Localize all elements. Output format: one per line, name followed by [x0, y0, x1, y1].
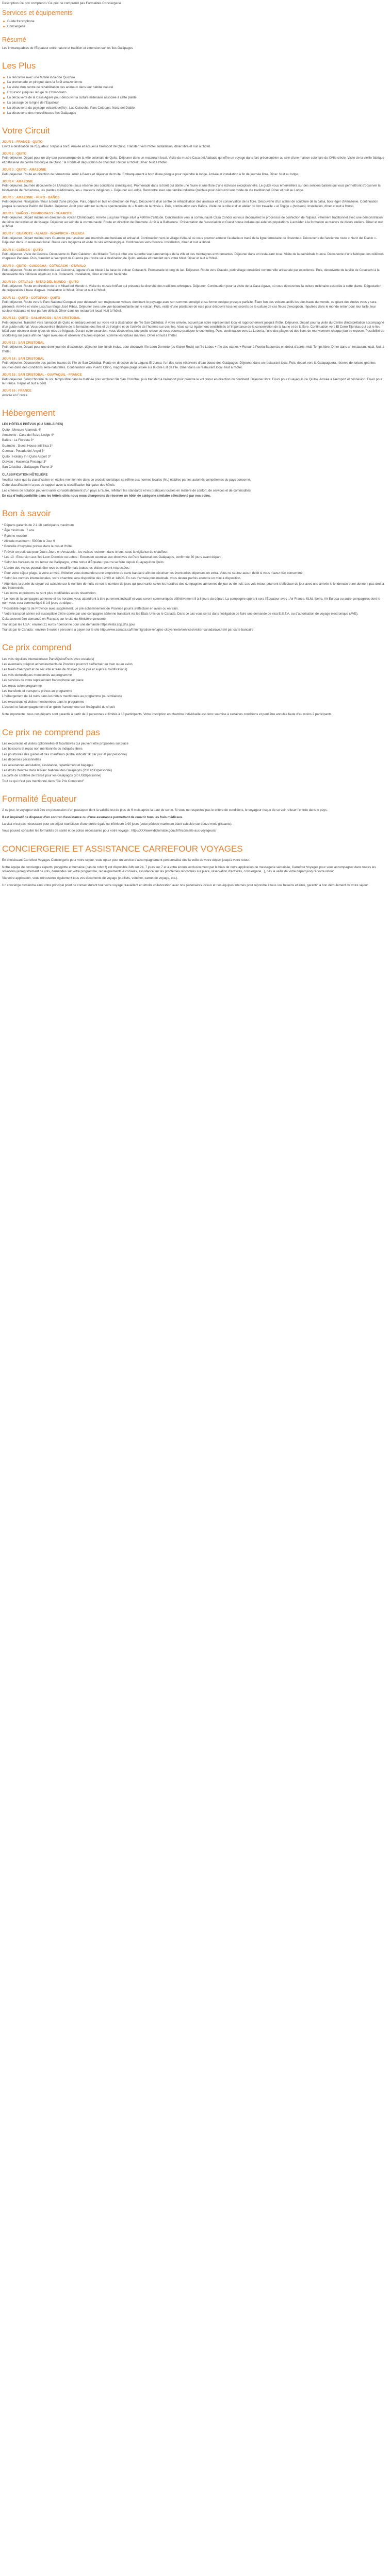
day-text: Petit-déjeuner. Découverte des parties hautes de l'île de San Cristóbal. Route en direction de la Laguna El Junco, l'un des rares réservoirs d'eau douce des Galápagos. Déjeuner dans un restaurant local. Puis, départ vers la Galapaguera, réserve de tortues géantes nourries dans des conditions semi-naturelles. Continuation vers Puerto Chino, magnifique plage située sur la côte Est de l'île. Dîner dans un restaurant local. Nuit à l'hôtel. — [2, 361, 376, 369]
services-list — [2, 20, 385, 29]
day-9 — [2, 264, 385, 277]
hotel-item: Guamote : Guest House Inti Sisa 3* — [2, 444, 53, 448]
day-text: Petit-déjeuner. Départ pour une demi-journée d'excursion, déjeuner box-lunch inclus, pour découvrir l'île Leon Dormido (ou Kicker Rock) ou l'île Lobos + l'île des otaries + Retour à Puerto Baquerizo en début d'après-midi. Temps libre. Dîner dans un restaurant local. Nuit à l'hôtel. — [2, 345, 384, 353]
note-item: * Âge minimum : 7 ans — [2, 529, 35, 533]
day-text: Petit-déjeuner. Transfert vers l'aéroport de Quito et embarquement sur votre vol à destination de l'île San Cristóbal. À votre arrivée, accueil par notre représentant local et rapprochement jusqu'à l'hôtel. Déjeuner. Départ pour la visite du Centre d'interprétation accompagné d'un guide national. Vous découvrirez l'histoire de la formation des îles et de l'origine et de l'arrivée de l'homme sur ces îles. Vous serez également sensibilisés à l'importance de la conservation de la faune et de la flore. Continuation vers El Cerro Tijeretas qui est le lieu idéal pour observer deux types de nids de frégates. Durant cette excursion, vous découvrirez une petite crique où vous pourrez pratiquer le snorkeling. Puis, continuation vers La Lobería, l'une des plages où des lions de mer viennent chaque jour se reposer. Possibilité de snorkeling sur place afin de nager avec eux et observer d'autres espèces, comme les tortues marines. Dîner et nuit à l'hôtel. — [2, 320, 385, 337]
list-item: Les assurances annulation, assistance, rapatriement et bagages — [2, 763, 93, 767]
list-item: Les dépenses personnelles — [2, 758, 41, 762]
day-title: JOUR 7 : GUAMOTE - ALAUSI - INGAPIRCA - CUENCA — [2, 232, 85, 236]
prix-comprend-section — [2, 642, 385, 717]
day-text: Petit-déjeuner. Départ pour un city-tour panoramique de la ville coloniale de Quito. Déjeuner dans un restaurant local. Visite du musée Casa del Alabado qui offre un voyage dans l'art précolombien au sein d'une maison coloniale du XVIIe siècle. Visite de la vieille fabrique et pâtisserie du centre historique de Quito : la Ronda et dégustation de chocolat. Retour à l'hôtel. Dîner. Nuit à l'hôtel. — [2, 156, 384, 164]
day-title: JOUR 14 : SAN CRISTOBAL — [2, 357, 45, 361]
list-item: Conciergerie — [2, 25, 385, 29]
prix-comprend-title: Ce prix comprend — [2, 642, 72, 653]
hotel-list — [2, 428, 385, 470]
day-text: Petit-déjeuner. Navigation retour à bord d'une pirogue. Puis, départ en bus en direction de Puyo. Découverte d'un centre de réhabilitation des animaux et de conservation de la flore. Découverte d'un atelier de sculpture de la balsa, bois léger d'Amazonie. Continuation jusqu'à la cascade Pailón del Diablo. Déjeuner. Arrêt pour admirer la chute spectaculaire du « Manto de la Novia ». Puis, continuation vers Baños. Visite de la ville et d'un atelier où l'on travaille « el Toglge » (boisson). Installation, dîner et nuit à l'hôtel. — [2, 200, 378, 208]
formalites-title: Formalité Équateur — [2, 793, 77, 804]
note-item: * Pour votre séjour plage, à votre arrivée, l'hôtelier vous demandera une empreinte de carte bancaire afin de sécuriser les éventuelles dépenses en extra. Vous ne saurez aucun débit si vous n'avez rien consommé. — [2, 571, 304, 575]
list-item: Les services de votre représentant francophone sur place — [2, 679, 84, 683]
prix-comprend-list — [2, 657, 385, 710]
list-item: Les excursions et visites optionnelles et facultatives qui peuvent être proposées sur place — [2, 742, 128, 746]
list-item: Tout ce qui n'est pas mentionné dans "Ce Prix Comprend" — [2, 779, 84, 783]
note-item: * Votre transport aérien est susceptible d'être opéré par une compagnie aérienne transitant via les États Unis ou le Canada. Dans ce cas vous serez dans l'obligation de faire une demande de visa E.S.T.A. ou d'autorisation de voyage électronique (AVE). — [2, 612, 359, 616]
formalites-section — [2, 794, 385, 834]
day-10 — [2, 280, 385, 293]
note-item: * Rythme modéré — [2, 534, 27, 538]
day-title: JOUR 9 : QUITO - CUICOCHA - COTACACHI - OTAVALO — [2, 264, 86, 268]
services-title: Services et équipements — [2, 9, 73, 16]
classif-text — [2, 478, 385, 498]
list-item: La découverte du paysage volcanique(île) : Lac Cuicocha, Parc Cotopaxi, Nariz del Diablo — [2, 106, 385, 110]
day-title: JOUR 16 : FRANCE — [2, 389, 32, 393]
hotel-item: Baños : La Floresta 3* — [2, 438, 34, 443]
classif-para: Les critères de notation peuvent varier considérablement d'un pays à l'autre, reflétant les standards et les pratiques locales en matière de confort, de services et de commodités. — [2, 488, 252, 493]
day-16 — [2, 389, 385, 398]
list-item: L'accueil et l'accompagnement d'un guide francophone sur l'intégralité du circuit — [2, 705, 115, 709]
circuit-title: Votre Circuit — [2, 125, 50, 135]
list-item: Les éventuels pré/post acheminements de Province pourront s'effectuer en train ou en avion — [2, 663, 133, 667]
list-item: Les excursions et visites mentionnées dans le programme — [2, 700, 85, 704]
note-item: * Altitude maximum : 5000m le Jour 9 — [2, 539, 55, 543]
day-14 — [2, 357, 385, 370]
circuit-section — [2, 126, 385, 398]
conciergerie-section — [2, 844, 385, 888]
hotel-item: Quito : Holiday Inn Quito Airport 3* — [2, 454, 51, 459]
note-item: * Les 13 : Excursion aux îles Leon Dormido ou Lobos : Excursion soumise aux directives du Parc National des Galápagos, confirmée 30 jours avant départ. — [2, 555, 222, 559]
day-15 — [2, 373, 385, 386]
day-text: Petit-déjeuner. Route en direction de l'Amazonie. Arrêt à Baeza et déjeuner de truite. Embarquement à bord d'une pirogue pour rejoindre le lodge. Arrivée et installation à fin de journée libre. Dîner. Nuit au lodge. — [2, 172, 299, 176]
day-title: JOUR 11 : QUITO - COTOPAXI - QUITO — [2, 296, 60, 300]
page — [0, 0, 387, 888]
resume-section — [2, 36, 385, 50]
list-item: Les vols domestiques mentionnés au programme — [2, 673, 72, 677]
note-item: * L'ordre des visites pourrait être revu ou modifié mais toutes les visites seront respectées. — [2, 566, 130, 570]
day-3 — [2, 168, 385, 177]
day-text: Envol à destination de l'Équateur. Repas à bord. Arrivée et accueil à l'aéroport de Quito. Transfert vers l'hôtel. Installation, dîner libre et nuit à l'hôtel. — [2, 144, 211, 148]
list-item: Les droits d'entrée dans le Parc National des Galápagos (200 USD/personne) — [2, 768, 112, 772]
hotel-item: Quito : Mercure Alameda 4* — [2, 428, 42, 432]
services-section — [2, 9, 385, 29]
day-2 — [2, 152, 385, 165]
note-item: * Les noms et prénoms ne sont plus modifiables après réservation. — [2, 591, 96, 596]
day-text: Petit-déjeuner. Journée découverte de l'Amazonie (sous réserve des conditions climatiques). Promenade dans la forêt qui abrite une faune et une flore d'une richesse exceptionnelle. Le guide vous émerveillera sur des sentiers balisés qui vous permettront d'observer la biodiversité de l'Amazonie, les plantes médicinales, les « maisons indigènes ». Déjeuner au Lodge. Rencontre avec une famille indienne Quichua pour découvrir leur mode de vie traditionnel. Dîner et nuit au Lodge. — [2, 184, 381, 192]
bon-savoir-section — [2, 509, 385, 632]
plus-section — [2, 61, 385, 115]
formalites-para: À ce jour, le voyageur doit être en possession d'un passeport dont la validité est de plus de 6 mois après la date de sortie. Si vous ne respectez pas le critère de conditions, le voyageur risque de se voir refuser l'entrée dans le pays. — [2, 808, 328, 812]
hotel-item: San Cristóbal : Galápagos Planet 3* — [2, 465, 54, 469]
resume-text: Les immanquables de l'Équateur entre nature et tradition et extension sur les îles Galápagos — [2, 46, 133, 50]
note-item: * Possibilité départs de Province avec supplément. Le pré acheminement de Province pourra s'effectuer en avion ou en train. — [2, 606, 179, 611]
list-item: La découverte des merveilleuses îles Galápagos — [2, 111, 385, 115]
formalites-para: La visa n'est pas nécessaire pour un séjour touristique d'une durée égale ou inférieure à 90 jours (cette période maximum étant calculée sur douze mois glissants). — [2, 822, 233, 826]
note-item: * Départs garantis de 2 à 18 participants maximum — [2, 523, 74, 527]
day-title: JOUR 10 : OTAVALO - MITAD DEL MUNDO - QUITO — [2, 280, 79, 284]
note-item: * Selon les horaires de vol retour de Galápagos, votre retour d'Équateur pourra se faire depuis Guayaquil ou Quito. — [2, 561, 165, 565]
list-item: Les taxes d'aéroport et de sécurité et frais de dossier (à ce jour et sujets à modifications) — [2, 668, 127, 672]
conciergerie-para: Via votre application, vous retrouverez également tous vos documents de voyage (e-billets, voucher, carnet de voyage, etc.). — [2, 876, 178, 880]
prix-ne-comprend-title: Ce prix ne comprend pas — [2, 727, 100, 737]
note-item: * Prévoir un petit sac pour Jours Jours en Amazonie : les valises resteront dans le bus, sous la vigilance du chauffeur. — [2, 550, 168, 554]
day-6 — [2, 212, 385, 229]
day-5 — [2, 196, 385, 209]
list-item: Les boissons et repas non mentionnés ou indiqués libres — [2, 747, 83, 751]
day-text: Petit-déjeuner. Selon l'horaire du vol, temps libre dans la matinée pour explorer l'île San Cristóbal, puis transfert à l'aéroport pour prendre le vol retour en direction du continent. Déjeuner libre. Envol pour Guayaquil (ou Quito). Arrivée à l'aéroport et connexion. Envol pour la France. Repas et nuit à bord. — [2, 377, 382, 385]
prix-ne-comprend-section — [2, 727, 385, 784]
day-text: Petit-déjeuner. Route vers le Parc National Cotopaxi pour découvrir son majestueux volcan, dominant le paysage avec son sommet enneigé et sa forme conique presque parfaite. Étant l'un des volcans actifs les plus hauts du monde, ce géant des Andes vous y sera présenté. Arrivée et visite jusqu'au refuge José Ribas. Déjeuner avec une vue époustouflante sur le volcan. Puis, visite d'une plantation de rose pour découvrir tous les secrets de la culture de ces fleurs d'exception, réputées dans le monde entier pour leur taille, leur couleur éclatante et leur parfum délicat. Dîner dans un restaurant local. Nuit à l'hôtel. — [2, 300, 377, 313]
classif-para: Cette classification n'a pas de rapport avec la classification française des hôtels. — [2, 483, 116, 487]
list-item: Excursion jusqu'au refuge du Chimborazo — [2, 91, 385, 95]
day-1 — [2, 140, 385, 149]
day-4 — [2, 180, 385, 193]
list-item: La promenade en pirogue dans la forêt amazonienne — [2, 80, 385, 84]
list-item: La découverte de la Casa Agave pour découvrir la culture millénaire associée à cette plante — [2, 96, 385, 100]
day-7 — [2, 232, 385, 245]
day-11 — [2, 296, 385, 313]
day-title: JOUR 4 : AMAZONIE — [2, 179, 34, 183]
classif-title: CLASSIFICATION HÔTELIÈRE — [2, 472, 48, 477]
note-item: * Attention, la durée du séjour est calculée sur le nombre de nuits et non le nombre de jours qui peut varier selon les horaires des compagnies aériennes de jour ou de nuit. Les vols retour pourront s'effectuer de jour avec une arrivée le lendemain et ne donnent pas droit à des indemnités. — [2, 582, 384, 590]
day-title: JOUR 3 : QUITO - AMAZONIE — [2, 168, 46, 172]
important-note: Note importante : tous nos départs sont garantis à partir de 2 personnes et limités à 18 participants. Votre inscription en chambre individuelle est donc soumise à certaines conditions et peut être annulée faute d'au moins 2 participants. — [2, 713, 333, 717]
day-text: Petit-déjeuner. Route en direction de la « Mitad del Mundo ». Visite du musée Intiñan qui présente la diversité des traditions ethniques. Déjeuner. Continuation pour la visite de la Casa Agave, où vous découvrirez la culture millénaire associée à cette plante. Dégustation de préparation à base d'agave. Installation à l'hôtel. Dîner et nuit à l'hôtel. — [2, 284, 381, 293]
day-text: Petit-déjeuner. Route en direction du Lac Cuicocha, lagune d'eau bleue à la base du volcan Cotacachi. Promenade le long du lac. Déjeuner. Route vers Otavalo, petit village considéré comme ville artisanale par excellence. Puis, découverte de la ville de Cotacachi à la découverte des délicieux objets en cuir. Cotacachi. Installation, dîner et nuit en hacienda. — [2, 268, 380, 277]
day-text: Arrivée en France. — [2, 393, 28, 397]
day-text: Petit-déjeuner. Visite de Cuenca. Découverte du Parc Calderon, du Mirador Turi qui offre une superbe vue panoramique de la ville et des montagnes environnantes. Déjeuner dans un restaurant local. Visite de la cathédrale Nueva. Découverte d'une fabrique des célèbres chapeaux Panama. Puis, transfert à l'aéroport de Cuenca pour votre vol à destination de Quito. Arrivée et transfert vers votre hôtel. Dîner et nuit à l'hôtel. — [2, 252, 384, 261]
hotel-item: Cuenca : Posada del Ángel 3* — [2, 449, 45, 453]
classif-para: Veuillez noter que la classification en étoiles mentionnée dans ce produit touristique se réfère aux normes locales (NL) établies par les autorités compétentes du pays concerné. — [2, 478, 251, 482]
conciergerie-para: En choisissant Carrefour Voyages Conciergerie pour votre séjour, vous optez pour un service d'accompagnement personnalisé dès la veille de votre départ jusqu'à votre retour. — [2, 858, 250, 862]
bon-savoir-title: Bon à savoir — [2, 509, 51, 519]
conciergerie-title: CONCIERGERIE ET ASSISTANCE CARREFOUR VOYAGES — [2, 843, 243, 854]
prix-ne-comprend-list — [2, 742, 385, 784]
conciergerie-para: Un concierge deviendra ainsi votre principal point de contact durant tout votre voyage, travaillant en étroite collaboration avec nos partenaires locaux et nos équipes internes pour répondre à tous vos besoins et ainsi, garantir la bon déroulement de votre séjour. — [2, 883, 369, 887]
formalites-para: Il est impératif de disposer d'un contrat d'assistance ou d'une assurance permettant de couvrir tous les frais médicaux. — [2, 815, 184, 819]
day-title: JOUR 6 : BAÑOS - CHIMBORAZO - GUAMOTE — [2, 212, 72, 216]
list-item: La carte de contrôle de transit pour les Galápagos (20 USD/personne) — [2, 774, 102, 778]
day-title: JOUR 5 : AMAZONIE - PUYO - BAÑOS — [2, 195, 60, 199]
day-13 — [2, 341, 385, 354]
note-item: Cela souvent être demandé en Français sur le site du Ministère concerné : — [2, 617, 108, 621]
day-text: Petit-déjeuner. Départ matinal en direction du volcan Chimborazo. Arrivée jusqu'au refuge situé à 4800m d'altitude. Continuation vers la communauté Casa Condor où vous découvrirez le processus de confection de l'alpaca, vêtement traditionnel avec une démonstration de teinte de textiles et de tissage. Déjeuner au sein de la communauté. Route en direction de Guamote. Arrêt à la Balbanera : Présentation de l'association et Guest house indiana qui aide les populations à accéder à la formation au travers de divers ateliers. Dîner et nuit à l'hôtel. — [2, 216, 383, 229]
top-nav-line[interactable]: Description Ce prix comprend / Ce prix ne comprend pas Formalités Conciergerie — [2, 2, 121, 5]
hebergement-section — [2, 408, 385, 498]
hotel-item: Amazonie : Casa del Suizo Lodge 4* — [2, 433, 54, 437]
hotel-item: Otavalo : Hacienda Pinsaquí 3* — [2, 460, 46, 464]
note-item: * Selon les normes internationales, votre chambre sera disponible dès 12h00 et 14h00. En cas d'arrivée plus matinale, vous devrez parfois attendre un mini à disposition. — [2, 577, 241, 581]
note-item: * Bouteille d'oxygène prévue dans le bus et l'hôtel. — [2, 545, 73, 549]
formalites-link[interactable]: Vous pouvez consulter les formalités de santé et de police nécessaires pour votre voyage : http://XXXwww.diplomatie.gouv.fr/fr/conseils-aux-voyageurs/ — [2, 829, 217, 833]
classif-para: En cas d'indisponibilité dans les hôtels cités nous nous chargerons de réserver un hôtel de catégorie similaire sélectionné par nos soins. — [2, 494, 211, 498]
list-item: Les pourboires des guides et des chauffeurs (à titre indicatif 3€ par jour et par personne) — [2, 752, 127, 756]
list-item: L'hébergement de 14 nuits dans les hôtels mentionnés au programme (ou similaires) — [2, 694, 122, 699]
note-item: Transit par les USA : environ 21 euros / personne pour une demande https://esta.cbp.dhs.gov/ — [2, 622, 135, 626]
plus-title: Les Plus — [2, 61, 36, 71]
day-title: JOUR 15 : SAN CRISTOBAL - GUAYAQUIL - FRANCE — [2, 373, 82, 377]
day-8 — [2, 248, 385, 261]
list-item: Les vols réguliers internationaux Paris/Quito/Paris avec escale(s) — [2, 657, 94, 661]
list-item: Les transferts et transports prévus au programme — [2, 689, 72, 693]
list-item: La passage de la ligne de l'Équateur — [2, 101, 385, 105]
plus-list — [2, 76, 385, 115]
day-text: Petit-déjeuner. Départ matinal vers Guamote pour assister aux marchés aux bestiaux et artisanal. Continuation vers le village d'Alausí où vous pourrez admirer l'audacieux tracé de la ligne ferroviaire de l'inventeur. Découverte de l'ancienne route « Nariz del Diablo ». Déjeuner dans un restaurant local. Route vers Ingapirca et visite du site archéologique. Continuation vers Cuenca. Installation, dîner et nuit à l'hôtel. — [2, 236, 377, 245]
note-item[interactable]: Transit par le Canada : environ 5 euros / personne à payer sur le site http://www.canada.ca/fr/immigration-refugies-citoyennete/services/visiter-canada/ave.html par carte bancaire. — [2, 628, 255, 632]
resume-title: Résumé — [2, 36, 26, 43]
note-item: * Le nom de la compagnie aérienne et les horaires vous attendront à titre purement indicatif et vous seront communiqués définitivement 8 à 8 jours du départ. La compagnie opérant sera l'Équateur avec : Air France, KLM, Iberia, Air Europa ou autre compagnies dont le nom vous sera communiqué 8 à 8 jours du départ. — [2, 597, 381, 605]
day-title: JOUR 8 : CUENCA - QUITO — [2, 248, 43, 252]
list-item: Les repas selon programme — [2, 684, 42, 688]
bon-savoir-list — [2, 523, 385, 633]
day-title: JOUR 1 : FRANCE - QUITO — [2, 140, 43, 144]
hebergement-title: Hébergement — [2, 408, 56, 418]
day-title: JOUR 12 : QUITO - GALAPAGOS / SAN CRISTOBAL — [2, 316, 80, 320]
list-item: Guide francophone — [2, 20, 385, 24]
list-item: La rencontre avec une famille indienne Quichua — [2, 76, 385, 80]
list-item: La visite d'un centre de réhabilitation des animaux dans leur habitat naturel — [2, 86, 385, 90]
day-title: JOUR 13 : SAN CRISTOBAL — [2, 341, 45, 345]
day-12 — [2, 316, 385, 338]
day-title: JOUR 2 : QUITO — [2, 152, 27, 156]
hotels-subtitle: LES HÔTELS PRÉVUS (OU SIMILAIRES) — [2, 422, 63, 427]
conciergerie-para: Notre équipe de concierges experts, polyglotte et humaine (pas de robot !) est disponible 24h sur 24, 7 jours sur 7 et à votre écoute exclusivement par le biais de notre application de messagerie sécurisée, Carrefour Voyages pour vous accompagner dans toutes les situations (enregistrement de vols, demandes sur votre programme, renseignements & conseils, assistance sur les problèmes rencontrés sur place, réservation d'activités, conciergerie...), dès la veille de votre départ jusqu'à votre retour. — [2, 865, 376, 873]
